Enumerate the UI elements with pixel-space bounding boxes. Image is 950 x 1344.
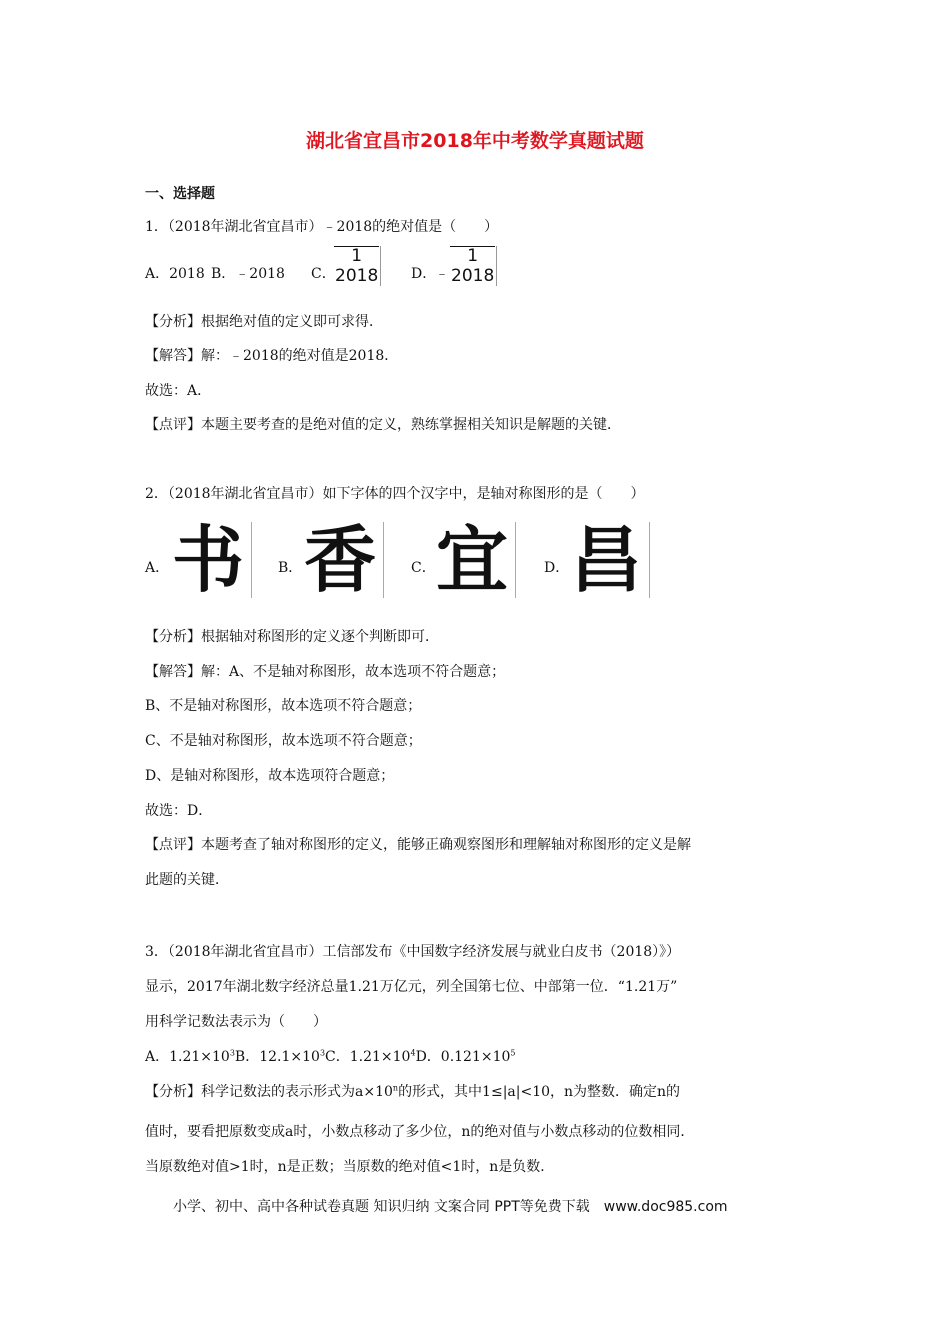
q2-option-c-glyph: 宜 <box>429 522 516 598</box>
q3-option-b: B．12.1×10 <box>234 1049 320 1065</box>
q1-option-b: B．﹣2018 <box>211 266 285 282</box>
q1-comment: 【点评】本题主要考查的是绝对值的定义，熟练掌握相关知识是解题的关键． <box>145 417 621 433</box>
q2-option-d-label: D． <box>544 560 570 576</box>
q1-stem: 1．（2018年湖北省宜昌市）﹣2018的绝对值是（ ） <box>145 219 499 235</box>
q3-analysis-line-2: 值时，要看把原数变成a时，小数点移动了多少位，n的绝对值与小数点移动的位数相同． <box>145 1124 695 1140</box>
q2-option-b-glyph: 香 <box>297 522 384 598</box>
q1-analysis: 【分析】根据绝对值的定义即可求得． <box>145 314 383 330</box>
q3-stem-line-1: 3．（2018年湖北省宜昌市）工信部发布《中国数字经济发展与就业白皮书（2018）》） <box>145 944 681 960</box>
q3-analysis-line-3: 当原数绝对值>1时，n是正数；当原数的绝对值<1时，n是负数． <box>145 1159 555 1175</box>
q2-answer-line-b: B、不是轴对称图形，故本选项不符合题意； <box>145 698 422 714</box>
q1-option-d-fraction: 1 2018 <box>451 246 497 286</box>
q1-answer: 【解答】解：﹣2018的绝对值是2018． <box>145 348 399 364</box>
q3-options: A．$1.21\times 10^3B$．$12.1\times 10^3C$．$1.21\times 10^4D$．$0.121\times 10^5$ <box>145 1048 516 1065</box>
page-title: 湖北省宜昌市2018年中考数学真题试题 <box>306 130 644 152</box>
q2-comment-cont: 此题的关键． <box>145 872 229 888</box>
q1-choice: 故选：A． <box>145 383 212 399</box>
q2-answer: 【解答】解：A、不是轴对称图形，故本选项不符合题意； <box>145 664 506 680</box>
q3-option-a: A．1.21×10 <box>145 1049 230 1065</box>
q3-stem-line-2: 显示，2017年湖北数字经济总量1.21万亿元，列全国第七位、中部第一位．“1.21万” <box>145 979 678 995</box>
q1-option-a: A．2018 <box>145 266 205 282</box>
q1-option-d-sign: ﹣ <box>435 266 449 282</box>
page-footer: 小学、初中、高中各种试卷真题 知识归纳 文案合同 PPT等免费下载 www.doc985.com <box>173 1199 728 1215</box>
q2-answer-line-c: C、不是轴对称图形，故本选项不符合题意； <box>145 733 422 749</box>
q2-options <box>145 520 665 600</box>
q2-option-b-label: B． <box>278 560 303 576</box>
q2-option-a-glyph: 书 <box>165 522 252 598</box>
q2-stem: 2．（2018年湖北省宜昌市）如下字体的四个汉字中，是轴对称图形的是（ ） <box>145 486 645 502</box>
q1-option-c-fraction: 1 2018 <box>335 246 381 286</box>
q3-option-d: D．0.121×10 <box>415 1049 511 1065</box>
q1-option-d: D． <box>411 266 437 282</box>
q2-option-a-label: A． <box>145 560 170 576</box>
q2-option-d-glyph: 昌 <box>563 522 650 598</box>
q3-option-c: C．1.21×10 <box>325 1049 411 1065</box>
q2-choice: 故选：D． <box>145 803 213 819</box>
q3-stem-line-3: 用科学记数法表示为（ ） <box>145 1014 327 1030</box>
q2-option-c-label: C． <box>411 560 436 576</box>
q1-option-c: C． <box>311 266 336 282</box>
section-heading: 一、选择题 <box>145 186 215 202</box>
q2-comment: 【点评】本题考查了轴对称图形的定义，能够正确观察图形和理解轴对称图形的定义是解 <box>145 837 691 853</box>
q2-analysis: 【分析】根据轴对称图形的定义逐个判断即可． <box>145 629 439 645</box>
q2-answer-line-d: D、是轴对称图形，故本选项符合题意； <box>145 768 395 784</box>
q3-analysis-line-1: 【分析】科学记数法的表示形式为$a\times 10^n$的形式，其中1≤|a|<10，n为整数．确定n的 <box>145 1083 681 1100</box>
